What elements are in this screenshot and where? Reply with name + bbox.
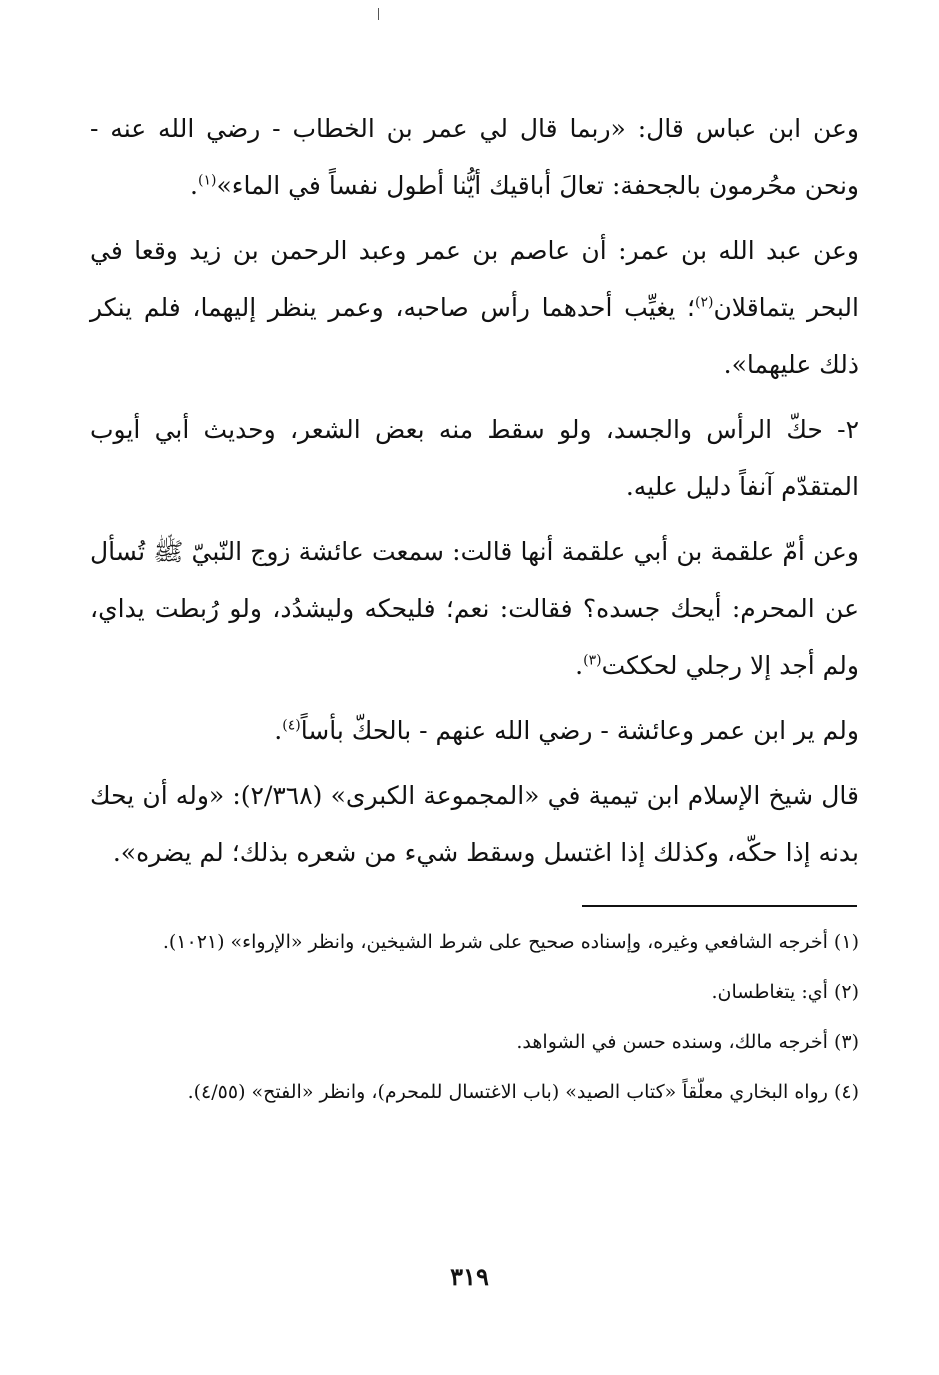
page-number: ٣١٩ <box>450 1262 489 1291</box>
paragraph-tail: ؛ يغيِّب أحدهما رأس صاحبه، وعمر ينظر إليهما، فلم ينكر ذلك عليهما». <box>90 293 859 379</box>
footnote-ref[interactable]: (٢) <box>694 294 714 311</box>
paragraph-ibn-umar <box>90 222 859 393</box>
paragraph-text: وعن أمّ علقمة بن أبي علقمة أنها قالت: سمعت عائشة زوج النّبيّ ﷺ تُسأل عن المحرم: أيحك جسده؟ فقالت: نعم؛ فليحكه وليشدُد، ولو رُبطت يداي، ولم أجد إلا رجلي لحككت <box>90 537 859 680</box>
paragraph-text: قال شيخ الإسلام ابن تيمية في «المجموعة الكبرى» (٢/٣٦٨): «وله أن يحك بدنه إذا حكّه، وكذلك إذا اغتسل وسقط شيء من شعره بذلك؛ لم يضره». <box>90 781 859 867</box>
paragraph-umm-alqama <box>90 523 859 694</box>
footnote-1: (١) أخرجه الشافعي وغيره، وإسناده صحيح على شرط الشيخين، وانظر «الإرواء» (١٠٢١). <box>162 931 859 953</box>
paragraph-ibn-abbas <box>90 100 859 214</box>
main-text <box>90 100 859 1375</box>
paragraph-text: وعن ابن عباس قال: «ربما قال لي عمر بن الخطاب - رضي الله عنه - ونحن محُرمون بالجحفة: تعالَ أباقيك أيُّنا أطول نفساً في الماء» <box>90 114 859 200</box>
footnote-ref[interactable]: (١) <box>198 172 217 189</box>
footnote-divider <box>582 905 857 907</box>
paragraph-text: ولم ير ابن عمر وعائشة - رضي الله عنهم - بالحكّ بأساً <box>300 716 859 745</box>
paragraph-tail: . <box>575 651 584 680</box>
paragraph-tail: . <box>274 716 283 745</box>
footnotes <box>90 922 859 1122</box>
footnote-3: (٣) أخرجه مالك، وسنده حسن في الشواهد. <box>516 1031 859 1053</box>
footnote-2: (٢) أي: يتغاطسان. <box>711 981 859 1003</box>
paragraph-ibn-taymiyya <box>90 767 859 881</box>
footnote-ref[interactable]: (٤) <box>282 717 301 734</box>
paragraph-scratching <box>90 401 859 515</box>
scan-mark <box>378 8 379 20</box>
paragraph-ibn-umar-aisha <box>90 702 859 759</box>
paragraph-text: ٢- حكّ الرأس والجسد، ولو سقط منه بعض الشعر، وحديث أبي أيوب المتقدّم آنفاً دليل عليه. <box>90 415 859 501</box>
footnote-4: (٤) رواه البخاري معلّقاً «كتاب الصيد» (باب الاغتسال للمحرم)، وانظر «الفتح» (٤/٥٥). <box>187 1081 859 1103</box>
paragraph-tail: . <box>190 171 198 200</box>
paragraph-text: وعن عبد الله بن عمر: أن عاصم بن عمر وعبد الرحمن بن زيد وقعا في البحر يتماقلان <box>90 236 859 322</box>
footnote-ref[interactable]: (٣) <box>583 652 602 669</box>
